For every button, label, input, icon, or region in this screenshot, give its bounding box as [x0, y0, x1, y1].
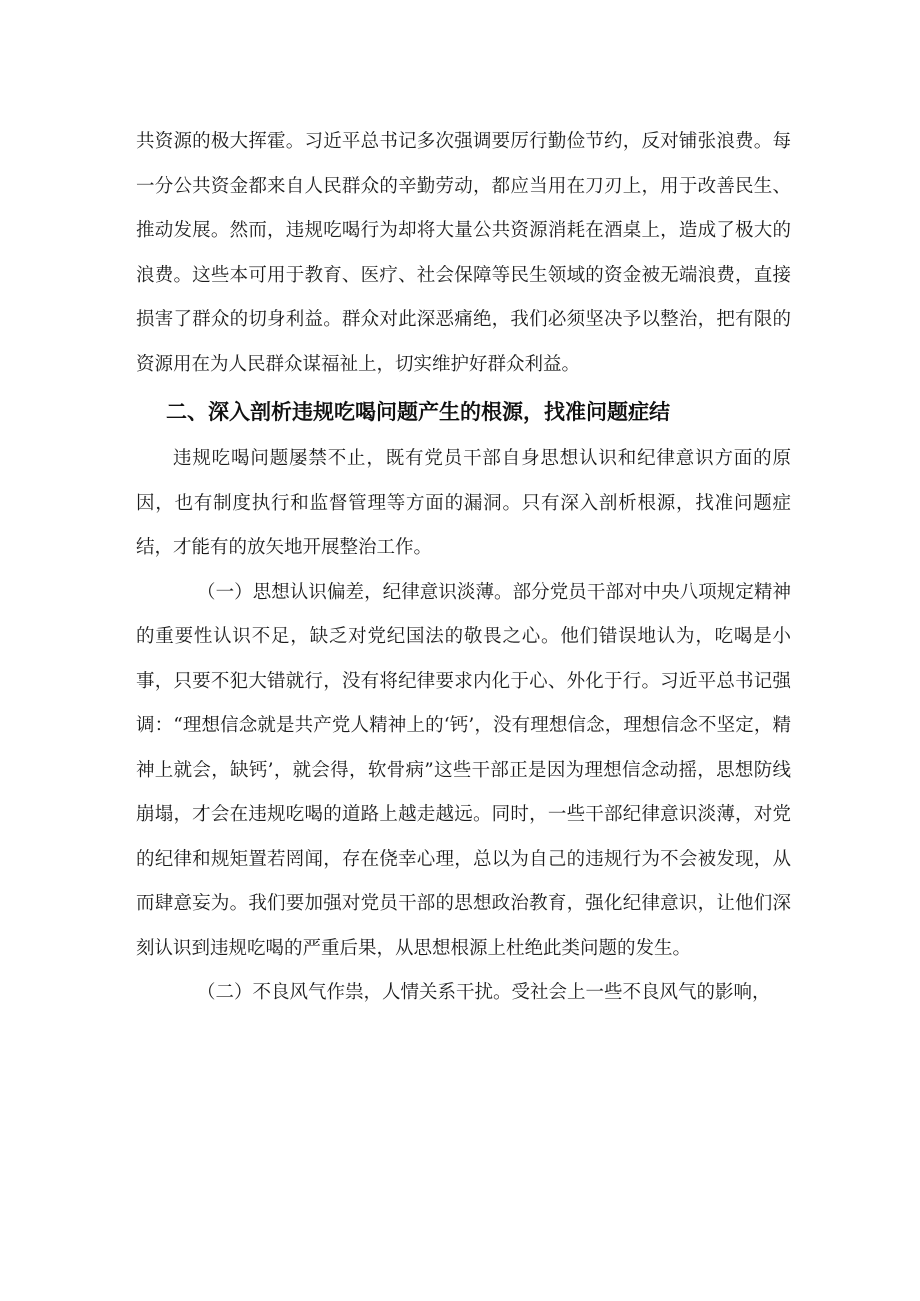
- subsection-2-paragraph: （二）不良风气作祟，人情关系干扰。受社会上一些不良风气的影响，: [197, 982, 771, 1003]
- section-intro-paragraph: 违规吃喝问题屡禁不止，既有党员干部自身思想认识和纪律意识方面的原因，也有制度执行和监督管理等方面的漏洞。只有深入剖析根源，找准问题症结，才能有的放矢地开展整治工作。: [136, 448, 791, 558]
- body-paragraph: 共资源的极大挥霍。习近平总书记多次强调要厉行勤俭节约，反对铺张浪费。每一分公共资金都来自人民群众的辛勤劳动，都应当用在刀刃上，用于改善民生、推动发展。然而，违规吃喝行为却将大量公共资源消耗在酒桌上，造成了极大的浪费。这些本可用于教育、医疗、社会保障等民生领域的资金被无端浪费，直接损害了群众的切身利益。群众对此深恶痛绝，我们必须坚决予以整治，把有限的资源用在为人民群众谋福祉上，切实维护好群众利益。: [136, 131, 791, 375]
- subsection-1-paragraph: （一）思想认识偏差，纪律意识淡薄。部分党员干部对中央八项规定精神的重要性认识不足，缺乏对党纪国法的敬畏之心。他们错误地认为，吃喝是小事，只要不犯大错就行，没有将纪律要求内化于心、外化于行。习近平总书记强调：“理想信念就是共产党人精神上的‘钙’，没有理想信念，理想信念不坚定，精神上就会，缺钙’，就会得，软骨病”这些干部正是因为理想信念动摇，思想防线崩塌，才会在违规吃喝的道路上越走越远。同时，一些干部纪律意识淡薄，对党的纪律和规矩置若罔闻，存在侥幸心理，总以为自己的违规行为不会被发现，从而肆意妄为。我们要加强对党员干部的思想政治教育，强化纪律意识，让他们深刻认识到违规吃喝的严重后果，从思想根源上杜绝此类问题的发生。: [136, 581, 791, 959]
- document-body: [136, 120, 791, 1016]
- section-heading: 二、深入剖析违规吃喝问题产生的根源，找准问题症结: [166, 400, 670, 424]
